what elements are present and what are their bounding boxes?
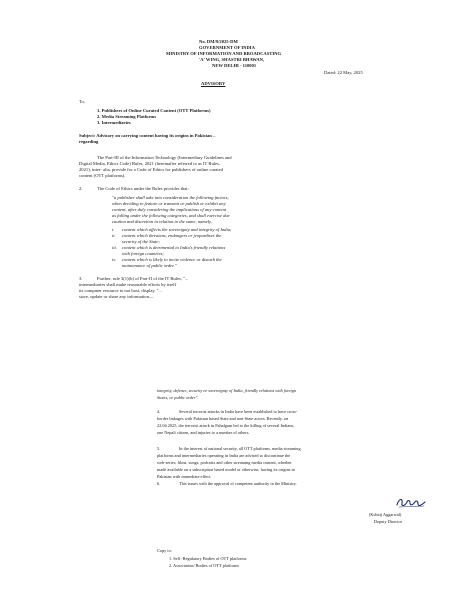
para2-number: 2. xyxy=(79,186,83,191)
para3-line-2: intermediaries shall make reasonable efforts by itself xyxy=(79,282,177,287)
item-iii-num: iii. xyxy=(112,245,117,250)
para1-line-3: 2021), inter- alia, provide for a Code of Ethics for publishers of online curated xyxy=(79,167,223,172)
date-line: Dated: 22 May, 2025 xyxy=(324,70,363,75)
para5-number: 5. xyxy=(157,446,161,451)
item-i-num: i. xyxy=(112,227,115,232)
ministry-line: MINISTRY OF INFORMATION AND BROADCASTING xyxy=(166,51,282,56)
para4-number: 4. xyxy=(157,409,161,414)
p2-cont-line-1: integrity, defence, security or sovereignty of India, friendly relations with foreign xyxy=(157,388,297,393)
page-title: ADVISORY xyxy=(201,81,226,86)
para1-line-2: Digital Media, Ethics Code) Rules, 2021 (hereinafter referred to as IT Rules, xyxy=(79,161,221,166)
to-label: To, xyxy=(79,99,85,104)
to-item-1: 1. Publishers of Online Curated Content (OTT Platforms) xyxy=(97,108,211,113)
para4-line-1: Several terrorist attacks in India have been established to have cross- xyxy=(179,409,298,414)
item-iii-text: content which is detrimental to India's friendly relations xyxy=(122,245,226,250)
quote-line-5: caution and discretion in relation to the same, namely, xyxy=(112,219,212,224)
para5-line-3: web-series, films, songs, podcasts and other streaming media content, whether xyxy=(157,460,292,465)
item-iii-cont: with foreign countries; xyxy=(122,251,164,256)
city-line: NEW DELHI - 110001 xyxy=(212,63,257,68)
para4-line-3: 22.04.2025, the terrorist attack in Pahalgam led to the killing of several Indians, xyxy=(157,423,295,428)
copy-label: Copy to: xyxy=(157,548,172,553)
para6-text: This issues with the approval of competent authority in the Ministry. xyxy=(179,481,297,486)
to-item-2: 2. Media Streaming Platforms xyxy=(97,114,157,119)
signatory-name: (Kshitij Aggarwal) xyxy=(369,512,402,517)
para4-line-4: one Nepali citizen, and injuries to a number of others. xyxy=(157,430,250,435)
para6-number: 6. xyxy=(157,481,161,486)
subject-line-1: Subject: Advisory on carrying content having its origins in Pakistan – xyxy=(79,133,216,138)
to-item-3: 3. Intermediaries xyxy=(97,120,131,125)
para3-number: 3. xyxy=(79,276,83,281)
copy-item-1: 1. Self -Regulatory Bodies of OTT platforms xyxy=(169,556,247,561)
quote-line-4: as falling under the following categories, and shall exercise due xyxy=(112,213,230,218)
item-iv-num: iv. xyxy=(112,257,117,262)
para1-line-4: content (OTT platforms). xyxy=(79,173,126,178)
para2-lead: The Code of Ethics under the Rules provides that: xyxy=(97,186,189,191)
signature-image xyxy=(394,496,428,510)
para5-line-5: Pakistan with immediate effect. xyxy=(157,474,212,479)
item-ii-num: ii. xyxy=(112,233,116,238)
para5-line-1: In the interest of national security, all OTT platforms, media streaming xyxy=(179,446,301,451)
item-iv-cont: maintenance of public order." xyxy=(122,263,177,268)
signatory-designation: Deputy Director xyxy=(374,519,403,524)
item-iv-text: content which is likely to incite violence or disturb the xyxy=(122,257,222,262)
wing-line: 'A' WING, SHASTRI BHAWAN, xyxy=(199,57,265,62)
para3-line-4: store, update or share any information— xyxy=(79,294,154,299)
para3-line-3: its computer resource to not host, display, "... xyxy=(79,288,162,293)
copy-item-2: 2. Association/ Bodies of OTT platforms xyxy=(169,563,240,568)
para4-line-2: border linkages with Pakistan based State and non-State actors. Recently, on xyxy=(157,416,289,421)
para1-line-1: The Part-III of the Information Technology (Intermediary Guidelines and xyxy=(97,155,232,160)
item-ii-cont: security of the State; xyxy=(122,239,160,244)
para5-line-2: platforms and intermediaries operating in India are advised to discontinue the xyxy=(157,453,291,458)
para3-line-1: Further, rule 3(1)(b) of Part-II of the IT Rules, "... xyxy=(97,276,189,281)
quote-line-1: "a publisher shall take into consideration the following factors, xyxy=(112,195,229,200)
item-i-text: content which affects the sovereignty and integrity of India; xyxy=(122,227,232,232)
quote-line-2: when deciding to feature or transmit or publish or exhibit any xyxy=(112,201,226,206)
item-ii-text: content which threatens, endangers or jeopardises the xyxy=(122,233,222,238)
govt-line: GOVERNMENT OF INDIA xyxy=(199,45,255,50)
para5-line-4: made available on a subscription based model or otherwise, having its origins in xyxy=(157,467,295,472)
file-number: No. DM/9/2025-DM xyxy=(199,39,238,44)
p2-cont-line-2: States, or public order". xyxy=(157,395,199,400)
subject-line-2: regarding xyxy=(79,139,99,144)
quote-line-3: content, after duly considering the implications of any content xyxy=(112,207,227,212)
